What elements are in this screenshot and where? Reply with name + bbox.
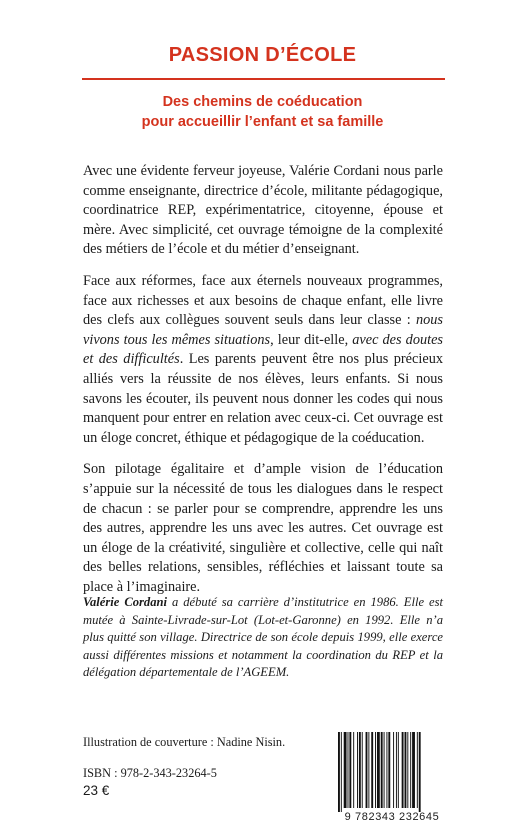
paragraph-3: Son pilotage égalitaire et d’ample vision de l’éducation s’appuie sur la nécessité de tous les dialogues dans le respect de chacun : se parler pour se comprendre, apprendre les uns des autres, apprendre les uns avec les autres. Cet ouvrage est un éloge de la créativité, singulière et collective, celle qui naît des belles relations, sensibles, réfléchies et laissant toute sa place à l’imaginaire.	[83, 461, 443, 595]
barcode-bar	[405, 732, 407, 808]
barcode-bar	[417, 732, 418, 808]
barcode-bar	[338, 732, 340, 812]
paragraph-2-quote-1: nous vivons tous les mêmes situations	[83, 312, 443, 348]
paragraph-2-part-2: , leur dit-elle,	[270, 331, 353, 348]
barcode	[336, 732, 448, 812]
barcode-bar	[341, 732, 342, 812]
barcode-bar	[396, 732, 397, 808]
barcode-bar	[357, 732, 358, 808]
barcode-bar	[419, 732, 421, 812]
barcode-bar	[384, 732, 385, 808]
barcode-bar	[398, 732, 399, 808]
author-bio	[83, 594, 443, 682]
barcode-bar	[407, 732, 408, 808]
barcode-bar	[375, 732, 376, 808]
price: 23 €	[83, 783, 110, 798]
barcode-bar	[388, 732, 390, 808]
barcode-bar	[349, 732, 351, 808]
barcode-digits: 9 782343 232645	[344, 811, 440, 823]
isbn: ISBN : 978-2-343-23264-5	[83, 766, 217, 780]
barcode-bar	[359, 732, 361, 808]
paragraph-2-quote-2: avec des doutes et des difficultés	[83, 331, 443, 368]
subtitle-line-2: pour accueillir l’enfant et sa famille	[141, 114, 384, 130]
barcode-bar	[348, 732, 349, 808]
author-name: Valérie Cordani	[83, 595, 168, 609]
barcode-bar	[393, 732, 394, 808]
illustration-credit: Illustration de couverture : Nadine Nisin.	[83, 735, 286, 749]
barcode-bar	[371, 732, 373, 808]
title-divider	[82, 78, 445, 80]
barcode-bar	[381, 732, 383, 808]
paragraph-2	[83, 272, 443, 448]
barcode-bar	[353, 732, 354, 808]
barcode-bar	[410, 732, 411, 808]
subtitle-line-1: Des chemins de coéducation	[162, 94, 363, 110]
book-subtitle	[0, 92, 525, 132]
paragraph-1: Avec une évidente ferveur joyeuse, Valérie Cordani nous parle comme enseignante, directrice d’école, militante pédagogique, coordinatrice REP, expérimentatrice, citoyenne, épouse et mère. Avec simplicité, cet ouvrage témoigne de la complexité des métiers de l’école et du métier d’enseignant.	[83, 163, 443, 258]
author-bio-text: a débuté sa carrière d’institutrice en 1986. Elle est mutée à Sainte-Livrade-sur-Lot (Lot-et-Garonne) en 1992. Elle n’a plus quitté son village. Directrice de son école depuis 1999, elle exerce aussi différentes missions et notamment la coordination du REP et la délégation départementale de l’AGEEM.	[83, 595, 443, 679]
barcode-bar	[344, 732, 347, 808]
barcode-bars	[336, 732, 448, 812]
barcode-bar	[402, 732, 404, 808]
barcode-bar	[386, 732, 387, 808]
paragraph-2-part-1: Face aux réformes, face aux éternels nouveaux programmes, face aux richesses et aux besoins de chaque enfant, elle livre des clefs aux collègues souvent seuls dans leur classe :	[83, 272, 443, 329]
book-title: PASSION D’ÉCOLE	[168, 44, 357, 66]
paragraph-2-part-3: . Les parents peuvent être nos plus précieux alliés vers la réussite de nos élèves, leurs enfants. Si nous savons les écouter, ils peuvent nous donner les codes qui nous manquent pour entrer en relation avec ceux-ci. Cet ouvrage est un éloge concret, éthique et pédagogique de la coéducation.	[83, 351, 443, 446]
barcode-bar	[362, 732, 363, 808]
barcode-bar	[366, 732, 368, 808]
barcode-bar	[377, 732, 380, 808]
barcode-bar	[368, 732, 369, 808]
barcode-bar	[412, 732, 415, 808]
back-cover-text	[83, 162, 443, 609]
